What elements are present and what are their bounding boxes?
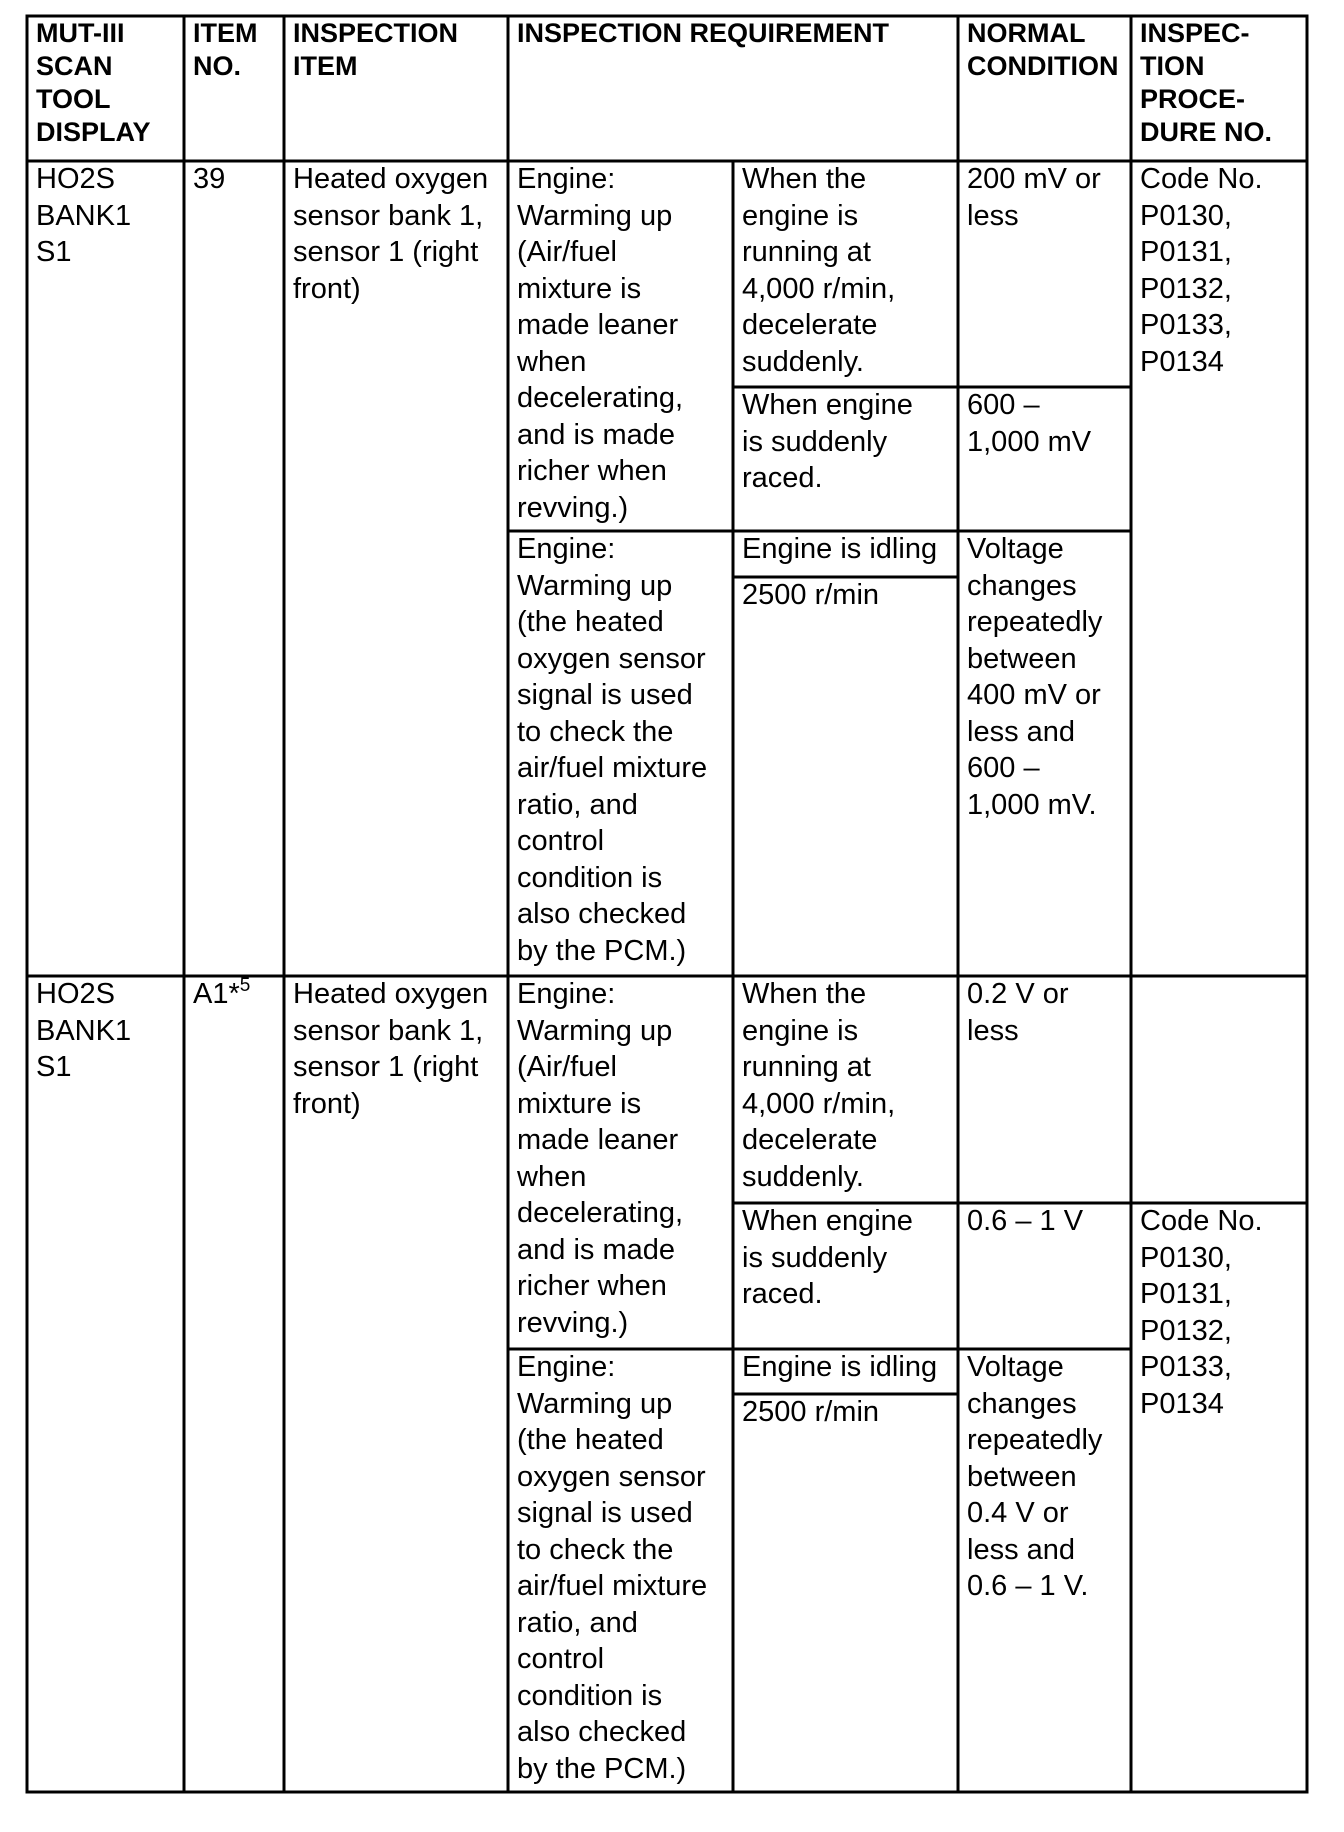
header-item-no: ITEM NO. [193,18,258,81]
row2-inspection-item: Heated oxygen sensor bank 1, sensor 1 (right front) [293,978,489,1120]
row1-condition-decel: Engine: Warming up (Air/fuel mixture is made leaner when decelerating, and is made richer when revving.) [517,163,684,524]
row1-requirement-idling: Engine is idling [742,533,938,565]
row2-normal-decelerate: 0.2 V or less [967,978,1069,1047]
row1-scan-tool-display: HO2S BANK1 S1 [36,163,132,268]
header-normal-condition: NORMAL CONDITION [967,18,1119,81]
header-inspection-item: INSPECTION ITEM [293,18,459,81]
row2-condition-feedback: Engine: Warming up (the heated oxygen sensor signal is used to check the air/fuel mixture ratio, and control condition is also checked by the PCM.) [517,1351,708,1785]
row1-requirement-2500: 2500 r/min [742,579,880,611]
row1-item-no: 39 [193,163,226,195]
row1-normal-raced: 600 – 1,000 mV [967,389,1092,458]
header-scan-tool-display: MUT-III SCAN TOOL DISPLAY [36,18,151,147]
row1-normal-decelerate: 200 mV or less [967,163,1101,232]
row2-normal-feedback: Voltage changes repeatedly between 0.4 V or less and 0.6 – 1 V. [967,1351,1103,1602]
row2-normal-raced: 0.6 – 1 V [967,1205,1084,1237]
row2-requirement-raced: When engine is suddenly raced. [742,1205,913,1310]
row1-procedure-no: Code No. P0130, P0131, P0132, P0133, P0134 [1140,163,1263,378]
row1-requirement-decelerate: When the engine is running at 4,000 r/min, decelerate suddenly. [742,163,896,378]
header-procedure-no: INSPEC- TION PROCE- DURE NO. [1140,18,1273,147]
row2-requirement-decelerate: When the engine is running at 4,000 r/min, decelerate suddenly. [742,978,896,1193]
row2-requirement-2500: 2500 r/min [742,1396,880,1428]
row2-item-no: A1*$^5$ [193,975,251,1010]
row2-condition-decel: Engine: Warming up (Air/fuel mixture is made leaner when decelerating, and is made richer when revving.) [517,978,684,1339]
row2-requirement-idling: Engine is idling [742,1351,938,1383]
row1-requirement-raced: When engine is suddenly raced. [742,389,913,494]
row1-inspection-item: Heated oxygen sensor bank 1, sensor 1 (right front) [293,163,489,305]
row2-procedure-no: Code No. P0130, P0131, P0132, P0133, P0134 [1140,1205,1263,1420]
header-inspection-requirement: INSPECTION REQUIREMENT [517,18,890,48]
row1-normal-feedback: Voltage changes repeatedly between 400 mV or less and 600 – 1,000 mV. [967,533,1103,821]
row2-scan-tool-display: HO2S BANK1 S1 [36,978,132,1083]
row1-condition-feedback: Engine: Warming up (the heated oxygen sensor signal is used to check the air/fuel mixture ratio, and control condition is also checked by the PCM.) [517,533,708,967]
